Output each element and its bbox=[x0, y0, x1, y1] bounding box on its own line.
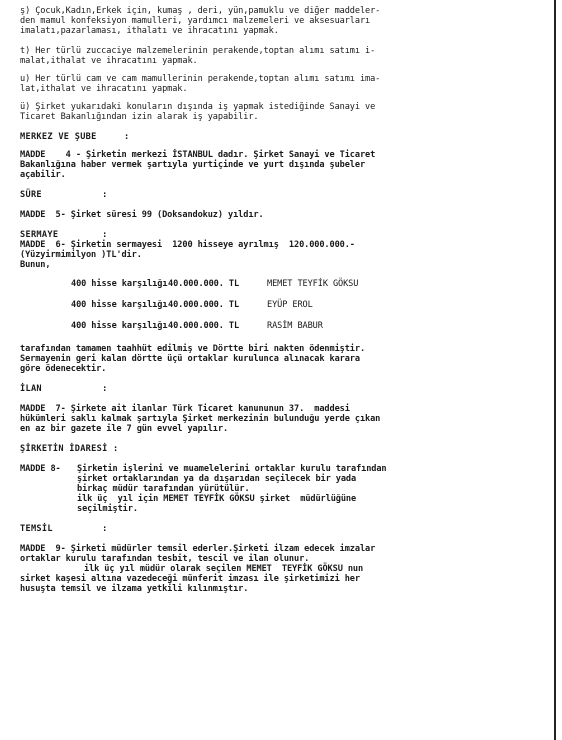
article-8-text: Şirketin işlerini ve muamelelerini ortaklar kurulu tarafından şirket ortaklarından ya da dışarıdan seçilecek bir yada birkaç müdür tarafından yürütülür. ilk üç yıl için MEMET TEYFİK GÖKSU şirket müdürlüğüne seçilmiştir. bbox=[77, 464, 387, 514]
share-row bbox=[20, 273, 546, 294]
article-9-indent: ilk üç yıl müdür olarak seçilen MEMET TEYFİK GÖKSU nun bbox=[84, 564, 364, 574]
share-table bbox=[20, 273, 546, 336]
heading-sermaye: SERMAYE : bbox=[20, 230, 108, 240]
paragraph-s: ş) Çocuk,Kadın,Erkek için, kumaş , deri, yün,pamuklu ve diğer maddeler- den mamul konfeksiyon mamulleri, yardımcı malzemeleri ve aksesuarları imalatı,pazarlaması, ithalatı ve ihracatını yapmak. bbox=[20, 6, 381, 36]
share-holder: EYÜP EROL bbox=[267, 299, 313, 310]
payment-paragraph: tarafından tamamen taahhüt edilmiş ve Dörtte biri nakten ödenmiştir. Sermayenin geri kalan dörtte üçü ortaklar kurulunca alınacak karara göre ödenecektir. bbox=[20, 344, 366, 374]
paragraph-u-umlaut: ü) Şirket yukarıdaki konuların dışında iş yapmak istediğinde Sanayi ve Ticaret Bakanlığından izin alarak iş yapabilir. bbox=[20, 102, 376, 122]
share-holder: MEMET TEYFİK GÖKSU bbox=[267, 278, 359, 289]
article-9-end: sirket kaşesi altına vazedeceği münferit imzası ile şirketimizi her husuşta temsil ve ilzama yetkili kılınmıştır. bbox=[20, 574, 360, 594]
share-row bbox=[20, 315, 546, 336]
paragraph-u: u) Her türlü cam ve cam mamullerinin perakende,toptan alımı satımı ima- lat,ithalat ve ihracatını yapmak. bbox=[20, 74, 381, 94]
share-amount: 40.000.000. TL bbox=[168, 278, 240, 289]
heading-sure: SÜRE : bbox=[20, 190, 108, 200]
article-7: MADDE 7- Şirkete ait ilanlar Türk Ticaret kanununun 37. maddesi hükümleri saklı kalmak şartıyla Şirket merkezinin bulunduğu yerde çıkan en az bir gazete ile 7 gün evvel yapılır. bbox=[20, 404, 381, 434]
heading-idare: ŞİRKETİN İDARESİ : bbox=[20, 444, 119, 454]
article-6: MADDE 6- Şirketin sermayesi 1200 hisseye ayrılmış 120.000.000.- (Yüzyirmimilyon )TL'dir. Bunun, bbox=[20, 240, 355, 270]
article-8-label: MADDE 8- bbox=[20, 464, 61, 474]
share-amount: 40.000.000. TL bbox=[168, 320, 240, 331]
paragraph-t: t) Her türlü zuccaciye malzemelerinin perakende,toptan alımı satımı i- malat,ithalat ve ihracatını yapmak. bbox=[20, 46, 376, 66]
share-count: 400 hisse karşılığı bbox=[71, 320, 168, 331]
share-row bbox=[20, 294, 546, 315]
article-9: MADDE 9- Şirketi müdürler temsil ederler.Şirketi ilzam edecek imzalar ortaklar kurulu tarafından tesbit, tescil ve ilan olunur. bbox=[20, 544, 376, 564]
article-5: MADDE 5- Şirket süresi 99 (Doksandokuz) yıldır. bbox=[20, 210, 264, 220]
heading-merkez: MERKEZ VE ŞUBE : bbox=[20, 132, 130, 142]
share-count: 400 hisse karşılığı bbox=[71, 278, 168, 289]
article-4: MADDE 4 - Şirketin merkezi İSTANBUL dadır. Şirket Sanayi ve Ticaret Bakanlığına haber vermek şartıyla yurtiçinde ve yurt dışında şubeler açabilir. bbox=[20, 150, 376, 180]
heading-ilan: İLAN : bbox=[20, 384, 108, 394]
share-count: 400 hisse karşılığı bbox=[71, 299, 168, 310]
share-amount: 40.000.000. TL bbox=[168, 299, 240, 310]
share-holder: RASİM BABUR bbox=[267, 320, 323, 331]
heading-temsil: TEMSİL : bbox=[20, 524, 108, 534]
article-8 bbox=[20, 464, 546, 514]
